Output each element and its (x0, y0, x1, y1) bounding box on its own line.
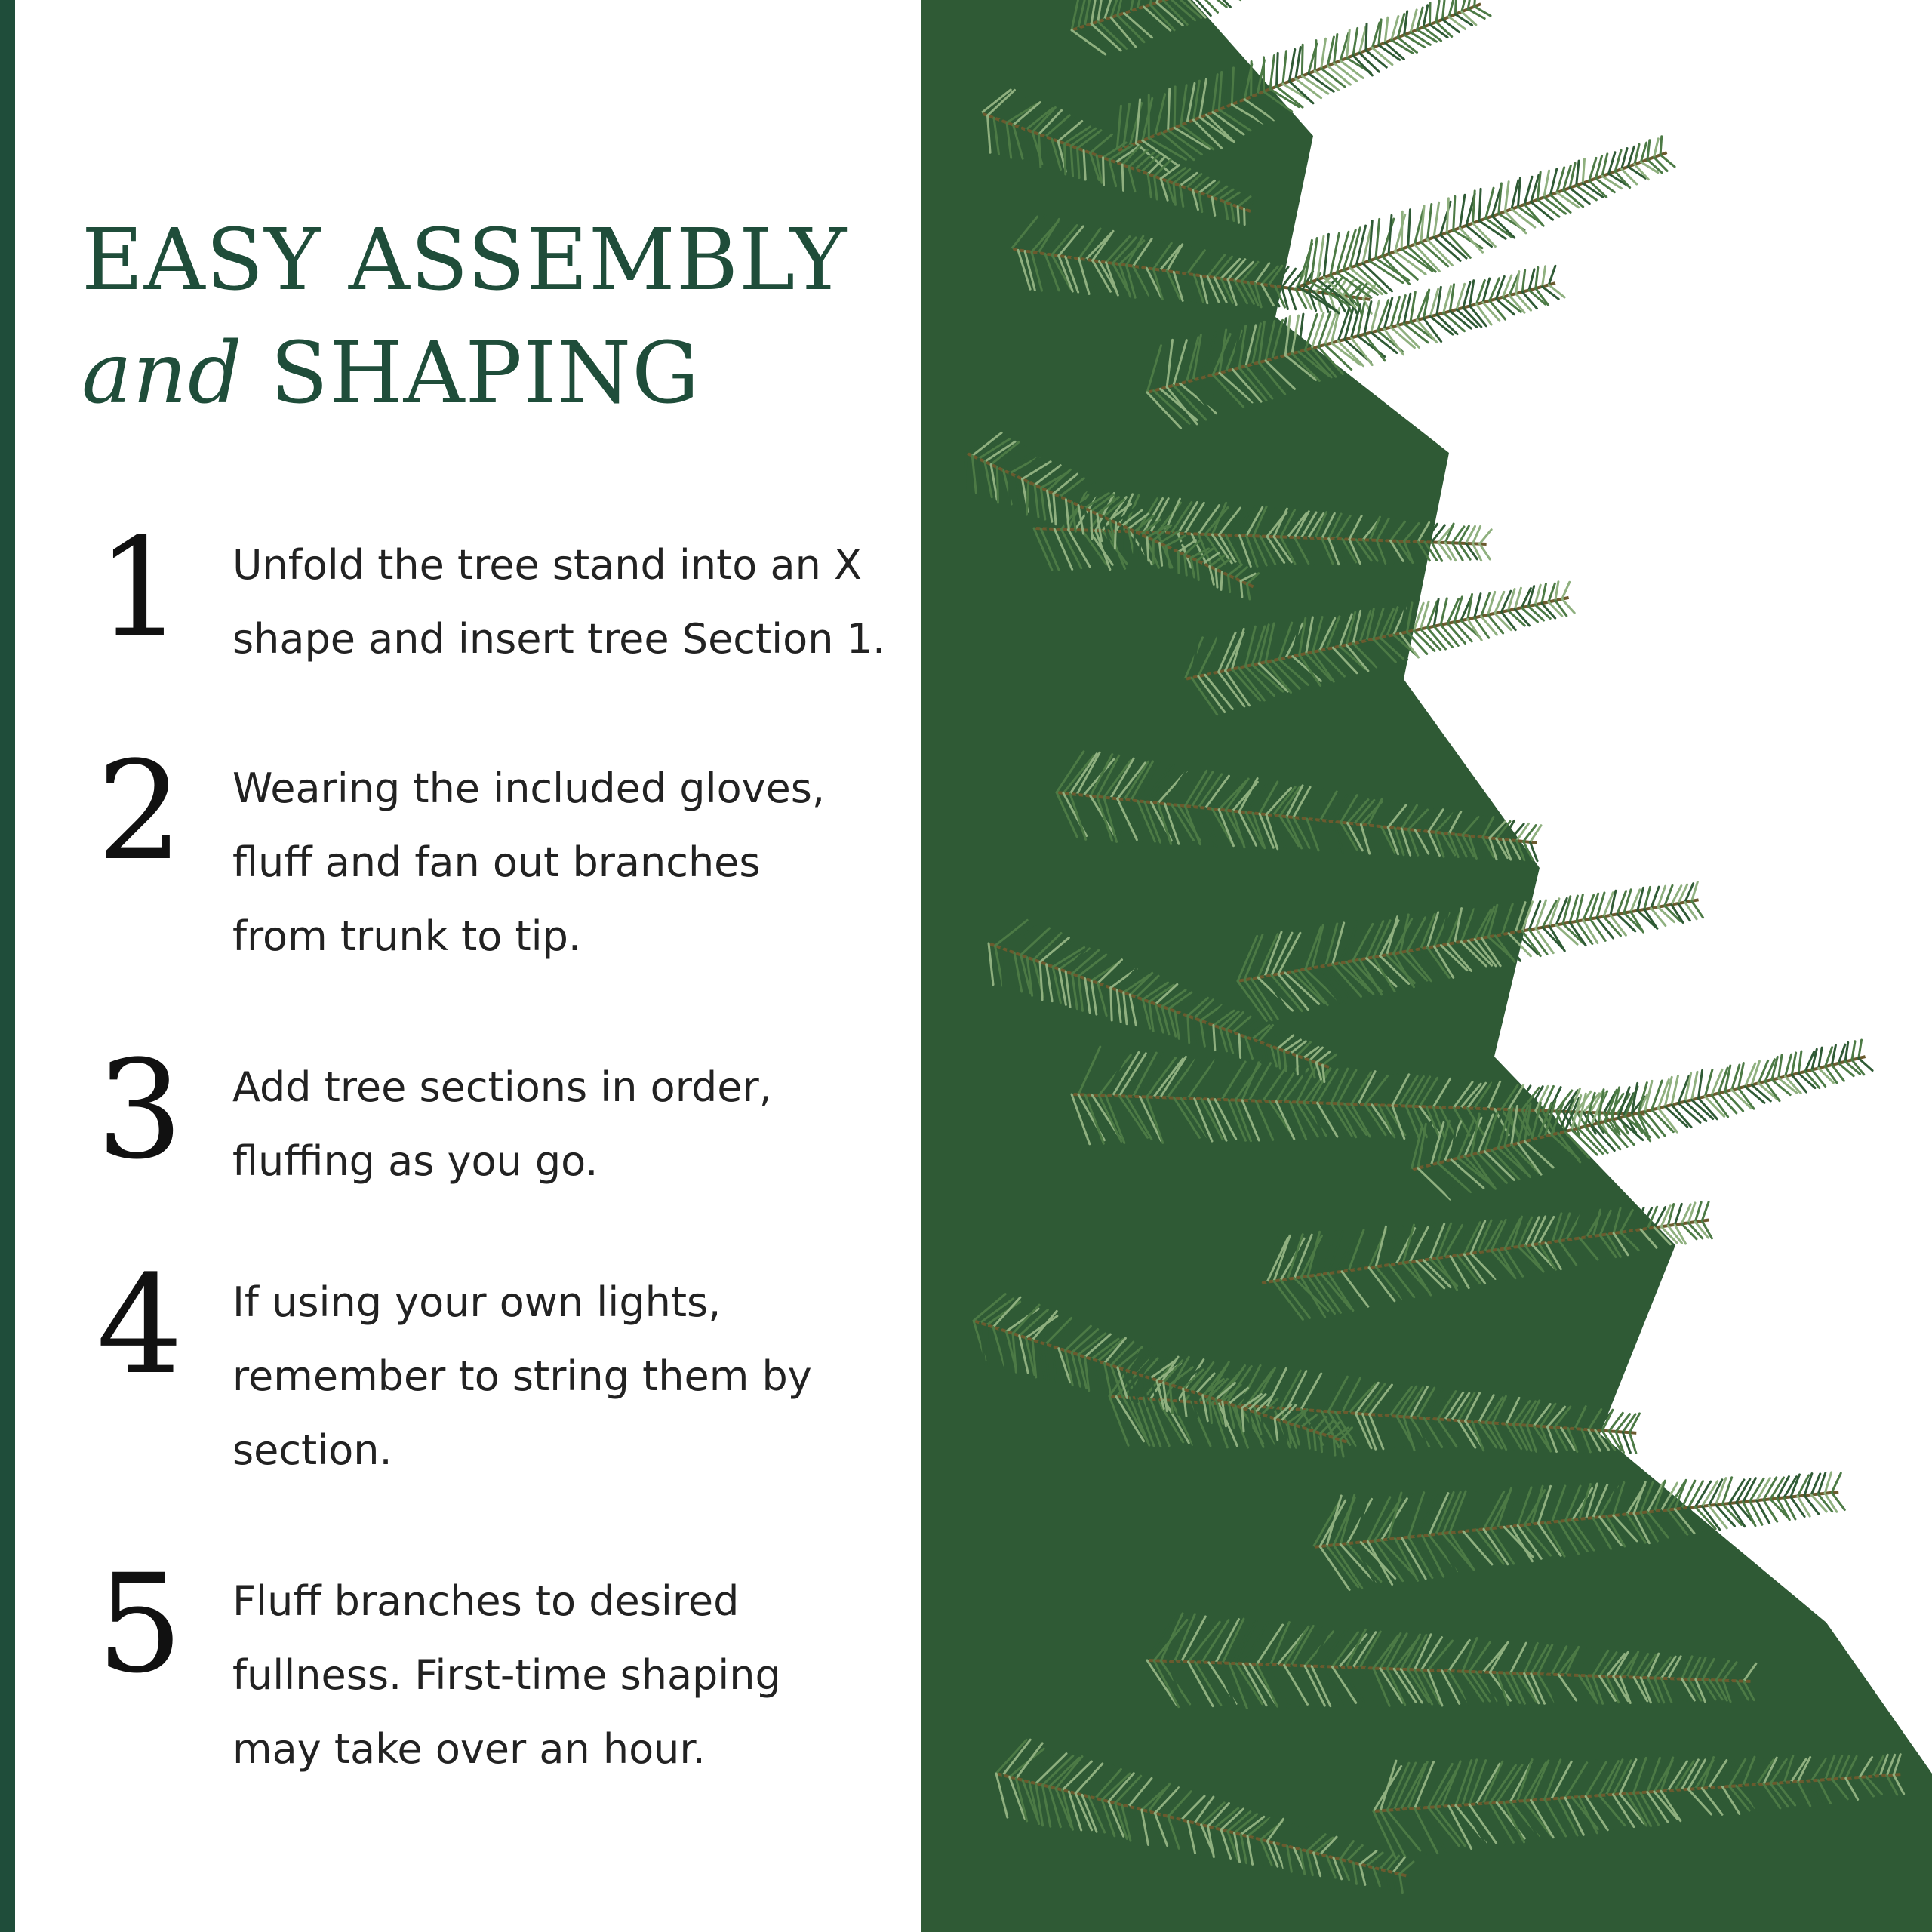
step-line: section. (232, 1426, 392, 1474)
step-line: shape and insert tree Section 1. (232, 615, 886, 663)
step-line: fluffing as you go. (232, 1137, 598, 1185)
step-number: 5 (97, 1546, 183, 1703)
step-number: 3 (97, 1032, 183, 1189)
step-line: Fluff branches to desired (232, 1577, 740, 1625)
accent-bar (0, 0, 15, 1932)
title-line-2 (82, 317, 919, 430)
pine-branches-image (921, 0, 1932, 1932)
step-text (232, 1266, 897, 1487)
step-line: may take over an hour. (232, 1725, 706, 1773)
step-text (232, 1051, 897, 1198)
title-line-1: EASY ASSEMBLY (82, 211, 848, 309)
step-text (232, 752, 897, 974)
step-number: 4 (97, 1247, 183, 1404)
step-line: Wearing the included gloves, (232, 764, 826, 812)
tree-photo (921, 0, 1932, 1932)
step-number: 1 (97, 509, 183, 667)
instructions-panel (15, 0, 921, 1932)
step-line: from trunk to tip. (232, 912, 582, 960)
title-italic-word: and (82, 325, 243, 423)
title-line-2-rest: SHAPING (270, 325, 700, 423)
step-text (232, 1564, 897, 1786)
step-text (232, 528, 897, 676)
step-line: If using your own lights, (232, 1278, 721, 1326)
step-line: fullness. First-time shaping (232, 1651, 781, 1699)
step-number: 2 (97, 733, 183, 891)
step-line: fluff and fan out branches (232, 838, 761, 886)
step-line: Add tree sections in order, (232, 1063, 772, 1111)
step-line: remember to string them by (232, 1352, 812, 1400)
step-line: Unfold the tree stand into an X (232, 541, 862, 589)
page-title (82, 204, 919, 430)
